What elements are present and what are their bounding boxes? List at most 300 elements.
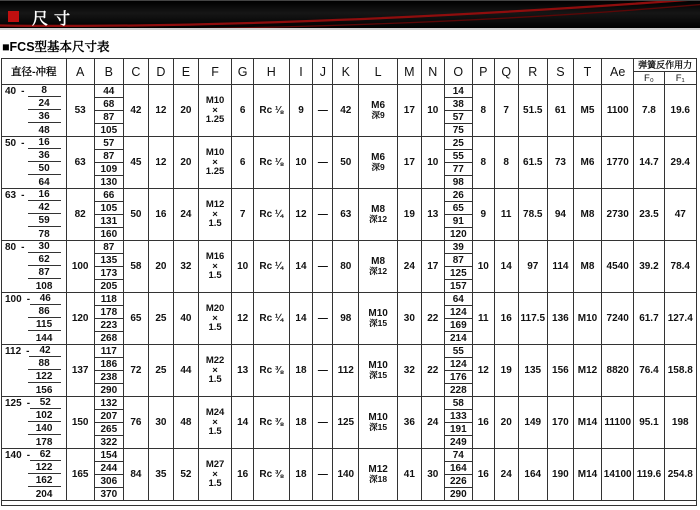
col-header-d: D [148,59,173,85]
tap-depth: 深15 [369,370,388,381]
table-row [2,397,697,410]
tap-size: M10 [368,360,388,372]
cell-m: 36 [397,397,421,449]
cell-o: 58 [444,397,472,410]
cell-o: 98 [444,176,472,189]
bore-stroke-dash: - [21,138,25,150]
thread-spec-line: M16 [205,251,225,263]
cell-b: 66 [94,189,123,202]
cell-b: 268 [94,332,123,345]
cell-b: 154 [94,449,123,462]
cell-b: 178 [94,306,123,319]
stroke-value: 52 [30,397,61,409]
cell-o: 228 [444,384,472,397]
stroke-value: 204 [35,488,53,500]
cell-t: M6 [573,137,601,189]
stroke-value: 102 [28,410,61,422]
cell-o: 55 [444,345,472,358]
cell-f [198,241,231,293]
cell-m: 24 [397,241,421,293]
stroke-value: 78 [38,228,50,240]
cell-b: 244 [94,462,123,475]
cell-c: 45 [123,137,148,189]
cell-f1: 254.8 [664,449,696,501]
cell-h: Rc ⅜ [254,449,289,501]
col-header-i: I [289,59,313,85]
cell-b: 238 [94,371,123,384]
cell-dia-stroke [2,384,67,397]
page-title: 尺寸 [32,11,77,28]
thread-spec-line: 1.25 [205,166,225,178]
dia-stroke-line [2,189,66,201]
cell-f1: 127.4 [664,293,696,345]
cell-q: 14 [494,241,518,293]
thread-spec-line: 1.25 [205,114,225,126]
cell-f [198,189,231,241]
cell-p: 16 [472,397,494,449]
cell-r: 117.5 [518,293,547,345]
cell-i: 12 [289,189,313,241]
dimension-table [1,58,697,506]
cell-f1: 78.4 [664,241,696,293]
cell-b: 265 [94,423,123,436]
cell-n: 30 [421,449,444,501]
col-header-ae: Ae [602,59,634,85]
cell-dia-stroke [2,306,67,319]
dia-stroke-line [2,410,66,422]
banner-swoosh-decoration [0,1,700,28]
cell-dia-stroke [2,371,67,384]
cell-f0: 119.6 [634,449,664,501]
cell-b: 87 [94,150,123,163]
header-row [2,59,697,72]
cell-e: 32 [173,241,198,293]
cell-o: 164 [444,462,472,475]
stroke-value: 24 [28,98,61,110]
thread-spec-line: M10 [205,95,225,107]
cell-o: 226 [444,475,472,488]
dia-stroke-line [2,319,66,331]
cell-a: 137 [66,345,94,397]
cell-b: 87 [94,111,123,124]
tap-depth: 深18 [369,474,388,485]
cell-a: 150 [66,397,94,449]
stroke-value: 88 [28,358,61,370]
cell-c: 42 [123,85,148,137]
cell-o: 26 [444,189,472,202]
cell-k: 63 [333,189,359,241]
cell-f1: 29.4 [664,137,696,189]
cell-dia-stroke [2,449,67,462]
dia-stroke-line [2,241,66,253]
cell-dia-stroke [2,267,67,280]
col-header-q: Q [494,59,518,85]
stroke-value: 30 [28,241,61,253]
cell-i: 18 [289,345,313,397]
cell-r: 97 [518,241,547,293]
cell-t: M12 [573,345,601,397]
cell-g: 16 [232,449,254,501]
bore-value: 50 [5,138,17,150]
thread-spec-line: × [212,156,218,168]
col-header-f1: F₁ [664,72,696,85]
cell-ae: 1770 [602,137,634,189]
cell-i: 14 [289,241,313,293]
cell-f [198,449,231,501]
cell-r: 51.5 [518,85,547,137]
cell-e: 44 [173,345,198,397]
cell-c: 72 [123,345,148,397]
cell-f1: 198 [664,397,696,449]
cell-o: 38 [444,98,472,111]
col-header-spring-force: 弹簧反作用力 [634,59,697,72]
stroke-value: 162 [28,475,61,487]
cell-b: 207 [94,410,123,423]
cell-p: 10 [472,241,494,293]
table-header [2,59,697,85]
cell-g: 10 [232,241,254,293]
cell-ae: 2730 [602,189,634,241]
col-header-f0: F₀ [634,72,664,85]
dia-stroke-line [2,293,66,305]
thread-spec-line: M22 [205,355,225,367]
cell-o: 290 [444,488,472,501]
cell-b: 57 [94,137,123,150]
cell-j: — [313,293,333,345]
bore-stroke-dash: - [26,398,31,410]
thread-spec-line: × [212,208,218,220]
cell-o: 249 [444,436,472,449]
cell-q: 19 [494,345,518,397]
footer-cell [2,501,697,506]
cell-n: 10 [421,85,444,137]
cell-b: 370 [94,488,123,501]
cell-b: 223 [94,319,123,332]
thread-spec-line: M20 [205,303,225,315]
thread-spec-line: × [212,468,218,480]
cell-o: 55 [444,150,472,163]
bore-value: 112 [5,346,22,358]
cell-l [359,85,398,137]
stroke-value: 122 [28,462,61,474]
cell-m: 32 [397,345,421,397]
dia-stroke-line [2,449,66,461]
dia-stroke-line [2,475,66,487]
cell-b: 290 [94,384,123,397]
cell-d: 30 [148,397,173,449]
stroke-value: 16 [28,189,61,201]
cell-o: 91 [444,215,472,228]
cell-dia-stroke [2,98,67,111]
col-header-j: J [313,59,333,85]
thread-spec-line: 1.5 [208,374,222,386]
cell-f [198,293,231,345]
col-header-r: R [518,59,547,85]
cell-b: 105 [94,202,123,215]
cell-s: 94 [547,189,573,241]
dia-stroke-line [2,98,66,110]
tap-size: M6 [371,100,386,112]
cell-a: 63 [66,137,94,189]
cell-n: 13 [421,189,444,241]
stroke-value: 50 [28,163,61,175]
cell-o: 133 [444,410,472,423]
cell-s: 61 [547,85,573,137]
cell-dia-stroke [2,241,67,254]
cell-ae: 4540 [602,241,634,293]
bore-value: 40 [5,86,17,98]
cell-dia-stroke [2,436,67,449]
cell-a: 120 [66,293,94,345]
cell-a: 82 [66,189,94,241]
cell-dia-stroke [2,319,67,332]
cell-n: 22 [421,345,444,397]
tap-depth: 深15 [369,318,388,329]
cell-d: 12 [148,85,173,137]
cell-d: 25 [148,345,173,397]
thread-spec-line: M24 [205,407,225,419]
table-row [2,189,697,202]
cell-p: 12 [472,345,494,397]
cell-dia-stroke [2,345,67,358]
stroke-value: 87 [28,267,61,279]
cell-l [359,241,398,293]
cell-b: 87 [94,241,123,254]
cell-ae: 8820 [602,345,634,397]
cell-p: 8 [472,85,494,137]
dia-stroke-line [2,215,66,227]
cell-f [198,85,231,137]
thread-spec-line: × [212,364,218,376]
dia-stroke-line [2,163,66,175]
cell-m: 41 [397,449,421,501]
cell-j: — [313,449,333,501]
cell-dia-stroke [2,332,67,345]
col-header-k: K [333,59,359,85]
cell-dia-stroke [2,202,67,215]
thread-spec-line: 1.5 [208,426,222,438]
bore-stroke-dash: - [26,346,30,358]
cell-e: 52 [173,449,198,501]
cell-o: 176 [444,371,472,384]
tap-depth: 深9 [371,110,385,121]
cell-o: 191 [444,423,472,436]
cell-dia-stroke [2,280,67,293]
col-header-n: N [421,59,444,85]
cell-e: 20 [173,137,198,189]
cell-dia-stroke [2,293,67,306]
dia-stroke-line [2,397,66,409]
cell-b: 130 [94,176,123,189]
cell-g: 6 [232,137,254,189]
cell-o: 75 [444,124,472,137]
cell-dia-stroke [2,254,67,267]
cell-o: 14 [444,85,472,98]
cell-l [359,397,398,449]
cell-i: 14 [289,293,313,345]
cell-ae: 7240 [602,293,634,345]
cell-o: 120 [444,228,472,241]
cell-g: 13 [232,345,254,397]
cell-q: 16 [494,293,518,345]
cell-r: 135 [518,345,547,397]
table-row [2,85,697,98]
cell-k: 42 [333,85,359,137]
cell-i: 18 [289,449,313,501]
tap-depth: 深12 [369,266,388,277]
cell-s: 156 [547,345,573,397]
cell-c: 76 [123,397,148,449]
cell-f0: 61.7 [634,293,664,345]
cell-j: — [313,397,333,449]
dia-stroke-line [2,176,66,188]
table-body [2,85,697,506]
cell-dia-stroke [2,358,67,371]
cell-k: 125 [333,397,359,449]
cell-h: Rc ⅛ [254,137,289,189]
cell-dia-stroke [2,410,67,423]
thread-spec-line: 1.5 [208,478,222,490]
cell-p: 11 [472,293,494,345]
bore-value: 125 [5,398,22,410]
cell-f [198,137,231,189]
thread-spec-line: M10 [205,147,225,159]
cell-s: 136 [547,293,573,345]
cell-dia-stroke [2,397,67,410]
bore-stroke-dash: - [21,242,25,254]
bore-value: 63 [5,190,17,202]
cell-l [359,293,398,345]
col-header-o: O [444,59,472,85]
col-header-c: C [123,59,148,85]
cell-o: 39 [444,241,472,254]
cell-t: M14 [573,397,601,449]
cell-d: 35 [148,449,173,501]
bore-value: 140 [5,450,22,462]
cell-d: 25 [148,293,173,345]
cell-r: 78.5 [518,189,547,241]
cell-c: 50 [123,189,148,241]
cell-o: 57 [444,111,472,124]
cell-f1: 19.6 [664,85,696,137]
cell-n: 22 [421,293,444,345]
bore-stroke-dash: - [26,450,31,462]
cell-k: 112 [333,345,359,397]
dia-stroke-line [2,124,66,136]
cell-s: 73 [547,137,573,189]
red-square-icon [8,11,19,22]
cell-l [359,449,398,501]
cell-o: 74 [444,449,472,462]
tap-size: M6 [371,152,386,164]
cell-o: 214 [444,332,472,345]
stroke-value: 36 [28,150,61,162]
cell-c: 58 [123,241,148,293]
dia-stroke-line [2,384,66,396]
cell-t: M8 [573,241,601,293]
cell-b: 322 [94,436,123,449]
table-title: ■FCS型基本尺寸表 [2,40,110,54]
thread-spec-line: × [212,416,218,428]
cell-h: Rc ⅛ [254,85,289,137]
table-row [2,345,697,358]
col-header-dia-stroke: 直径-冲程 [2,59,67,85]
cell-b: 105 [94,124,123,137]
stroke-value: 115 [28,319,61,331]
thread-spec-line: 1.5 [208,322,222,334]
thread-spec-line: × [212,312,218,324]
cell-t: M14 [573,449,601,501]
cell-dia-stroke [2,228,67,241]
cell-dia-stroke [2,150,67,163]
cell-dia-stroke [2,189,67,202]
dia-stroke-line [2,228,66,240]
cell-q: 11 [494,189,518,241]
col-header-l: L [359,59,398,85]
col-header-m: M [397,59,421,85]
cell-n: 10 [421,137,444,189]
thread-spec-line: 1.5 [208,270,222,282]
cell-j: — [313,345,333,397]
dia-stroke-line [2,111,66,123]
dia-stroke-line [2,436,66,448]
cell-b: 306 [94,475,123,488]
dia-stroke-line [2,254,66,266]
tap-depth: 深9 [371,162,385,173]
thread-spec-line: 1.5 [208,218,222,230]
cell-r: 149 [518,397,547,449]
tap-size: M8 [371,204,386,216]
cell-dia-stroke [2,124,67,137]
cell-ae: 11100 [602,397,634,449]
cell-dia-stroke [2,137,67,150]
cell-f1: 47 [664,189,696,241]
table-row [2,241,697,254]
cell-t: M8 [573,189,601,241]
cell-m: 17 [397,137,421,189]
stroke-value: 59 [28,215,61,227]
dia-stroke-line [2,371,66,383]
cell-dia-stroke [2,475,67,488]
section-banner [0,0,700,30]
cell-b: 44 [94,85,123,98]
stroke-value: 62 [30,449,61,461]
thread-spec-line: × [212,104,218,116]
cell-p: 8 [472,137,494,189]
bore-stroke-dash: - [21,190,25,202]
stroke-value: 42 [28,202,61,214]
col-header-p: P [472,59,494,85]
stroke-value: 178 [35,436,53,448]
cell-f0: 39.2 [634,241,664,293]
bore-stroke-dash: - [26,294,31,306]
cell-j: — [313,85,333,137]
thread-spec-line: M27 [205,459,225,471]
dia-stroke-line [2,280,66,292]
cell-j: — [313,137,333,189]
tap-size: M10 [368,308,388,320]
col-header-b: B [94,59,123,85]
cell-g: 7 [232,189,254,241]
cell-o: 65 [444,202,472,215]
col-header-a: A [66,59,94,85]
cell-g: 14 [232,397,254,449]
table-footer-row [2,501,697,506]
dia-stroke-line [2,85,66,97]
cell-k: 98 [333,293,359,345]
dia-stroke-line [2,267,66,279]
cell-f0: 14.7 [634,137,664,189]
